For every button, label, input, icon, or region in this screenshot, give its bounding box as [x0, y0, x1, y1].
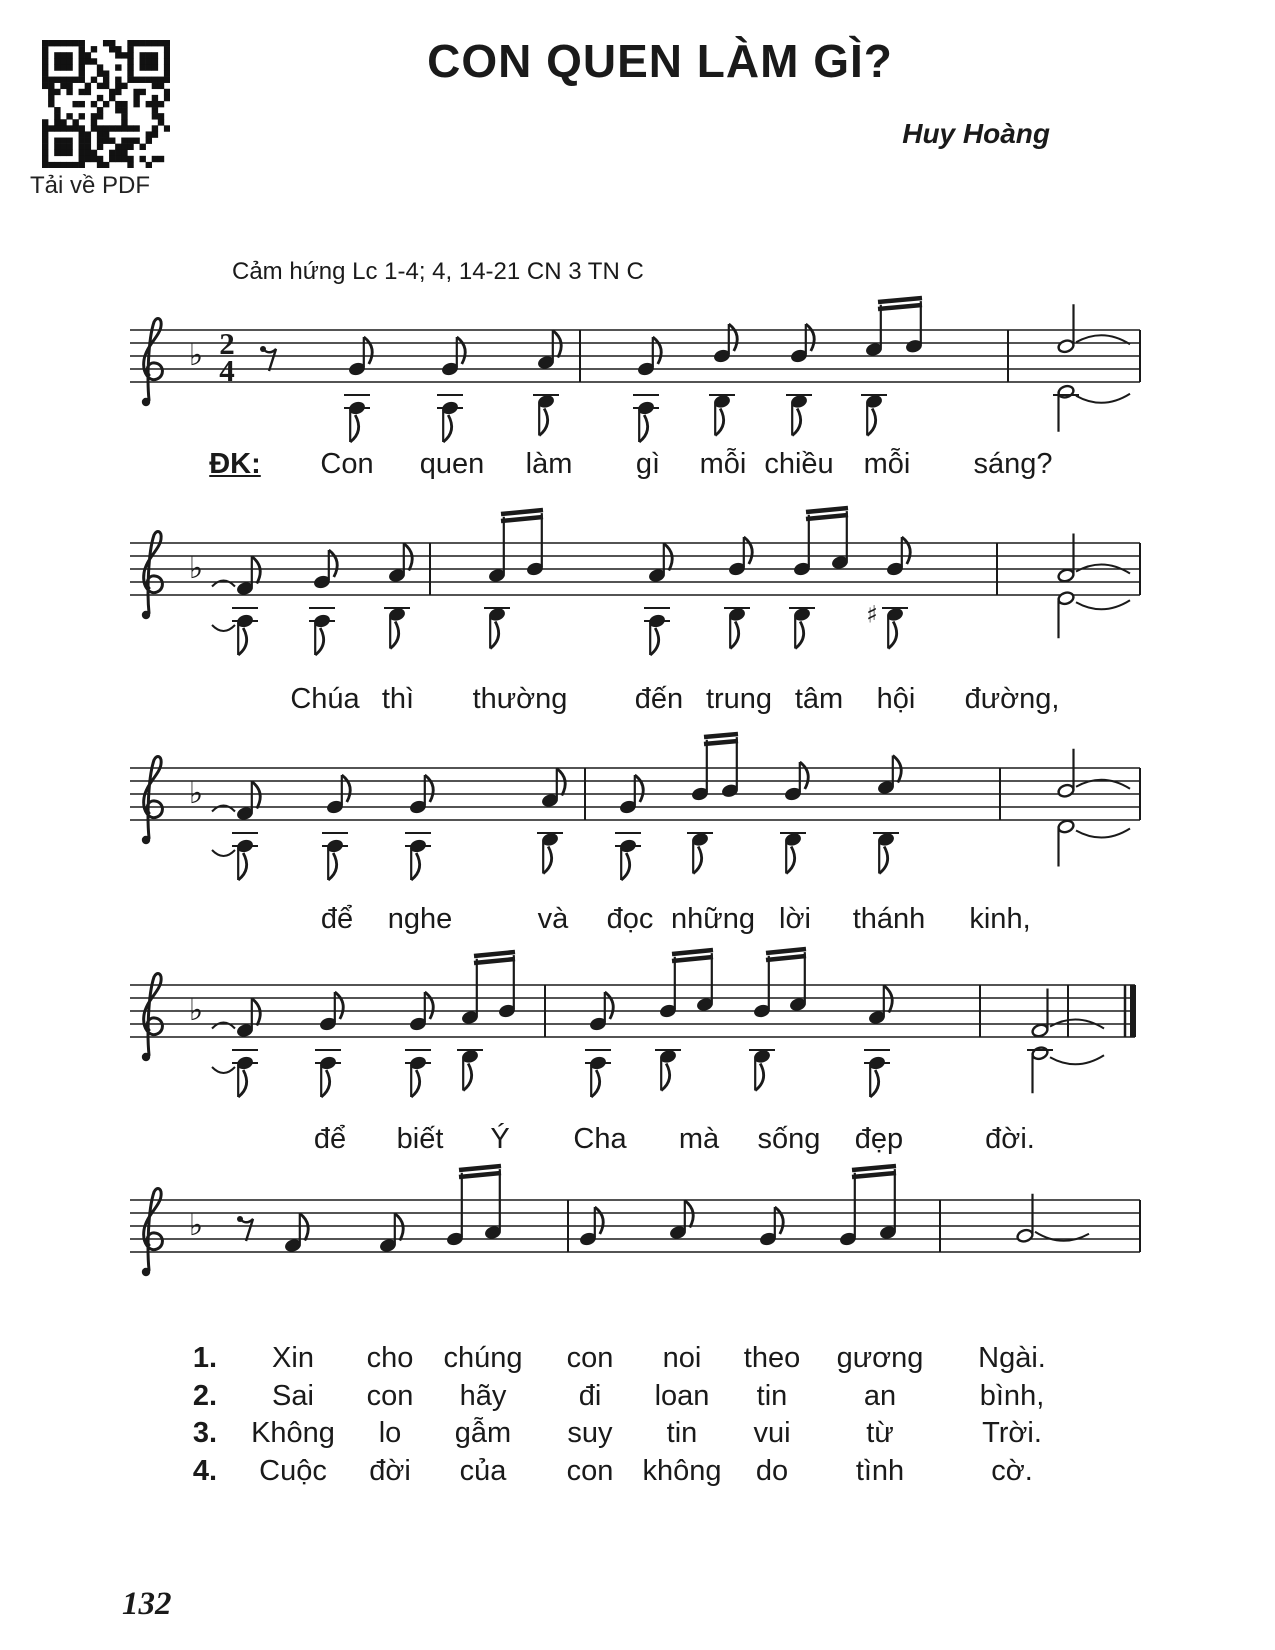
- verse-word: chúng: [443, 1342, 523, 1374]
- verse-word: an: [863, 1379, 897, 1412]
- verse-word: Xin: [272, 1342, 314, 1374]
- svg-text:♭: ♭: [188, 1208, 204, 1243]
- lyric-word: kinh,: [969, 903, 1031, 935]
- lyric-line-2: [0, 683, 1275, 725]
- lyric-word: đời.: [985, 1123, 1035, 1155]
- verse-word: cho: [366, 1342, 414, 1374]
- lyric-word: đường,: [964, 683, 1060, 715]
- verse-word: đời: [369, 1454, 411, 1487]
- verse-number: 4.: [192, 1454, 218, 1487]
- verse-word: cờ.: [991, 1454, 1033, 1487]
- lyric-word: tâm: [794, 683, 844, 715]
- lyric-word: chiều: [764, 448, 834, 480]
- verse-word: loan: [654, 1379, 710, 1412]
- svg-text:2: 2: [219, 326, 235, 361]
- page-number: 132: [122, 1586, 172, 1622]
- lyric-word: làm: [525, 448, 573, 480]
- verse-word: tin: [666, 1417, 698, 1449]
- page-title: CON QUEN LÀM GÌ?: [427, 35, 893, 87]
- lyric-word: nghe: [387, 903, 453, 935]
- svg-text:♭: ♭: [188, 776, 204, 811]
- lyric-word: quen: [419, 448, 485, 480]
- verse-word: vui: [753, 1417, 791, 1449]
- lyric-word: thì: [381, 683, 415, 715]
- svg-text:4: 4: [219, 353, 235, 388]
- lyric-word: sáng?: [973, 448, 1053, 480]
- svg-text:♭: ♭: [188, 551, 204, 586]
- verse-word: tin: [756, 1379, 788, 1412]
- refrain-label: ĐK:: [209, 448, 261, 480]
- lyric-line-1: [0, 448, 1275, 490]
- verse-word: Ngài.: [978, 1342, 1046, 1374]
- lyric-word: và: [537, 903, 569, 935]
- verse-row-2: [0, 1380, 1275, 1418]
- verse-word: gương: [836, 1342, 924, 1374]
- verse-word: theo: [743, 1342, 801, 1374]
- verse-word: gẫm: [454, 1417, 512, 1449]
- verse-word: do: [755, 1454, 789, 1487]
- verse-row-3: [0, 1417, 1275, 1455]
- lyric-word: những: [671, 903, 755, 935]
- lyric-word: đẹp: [854, 1123, 904, 1155]
- verse-word: Cuộc: [259, 1454, 327, 1487]
- verse-word: hãy: [459, 1379, 507, 1412]
- verse-word: lo: [378, 1417, 402, 1449]
- svg-text:♯: ♯: [866, 600, 878, 629]
- verse-word: Trời.: [982, 1417, 1042, 1449]
- verse-word: con: [366, 1379, 414, 1412]
- verse-number: 2.: [192, 1379, 218, 1412]
- lyric-word: mà: [678, 1123, 720, 1155]
- verse-word: con: [566, 1342, 614, 1374]
- svg-text:♭: ♭: [188, 993, 204, 1028]
- svg-text:♭: ♭: [188, 338, 204, 373]
- lyric-word: thánh: [852, 903, 926, 935]
- composer-name: Huy Hoàng: [902, 118, 1050, 149]
- lyric-word: để: [320, 903, 354, 935]
- verse-word: không: [642, 1454, 722, 1487]
- verse-word: noi: [662, 1342, 702, 1374]
- verse-word: Không: [251, 1417, 335, 1449]
- lyric-word: trung: [705, 683, 773, 715]
- verse-word: suy: [567, 1417, 613, 1449]
- lyric-word: hội: [876, 683, 916, 715]
- lyric-line-4: [0, 1123, 1275, 1165]
- verse-row-4: [0, 1455, 1275, 1493]
- lyric-word: đọc: [606, 903, 654, 935]
- lyric-word: thường: [472, 683, 568, 715]
- lyric-word: biết: [396, 1123, 444, 1155]
- lyric-word: mỗi: [863, 448, 911, 480]
- verse-word: Sai: [272, 1379, 314, 1412]
- verse-number: 1.: [192, 1342, 218, 1374]
- verse-row-1: [0, 1342, 1275, 1380]
- qr-label: Tải về PDF: [30, 172, 151, 199]
- lyric-word: sống: [757, 1123, 821, 1155]
- lyric-word: gì: [635, 448, 661, 480]
- verse-word: đi: [578, 1379, 602, 1412]
- lyric-word: Ý: [490, 1123, 510, 1155]
- lyric-word: Con: [320, 448, 374, 480]
- inscription-text: Cảm hứng Lc 1-4; 4, 14-21 CN 3 TN C: [232, 258, 644, 285]
- verse-word: con: [566, 1454, 614, 1487]
- lyric-word: mỗi: [699, 448, 747, 480]
- lyric-word: để: [313, 1123, 347, 1155]
- lyric-word: đến: [634, 683, 684, 715]
- lyric-word: Chúa: [290, 683, 360, 715]
- verse-word: bình,: [979, 1379, 1045, 1412]
- lyric-word: Cha: [573, 1123, 627, 1155]
- lyric-word: lời: [779, 903, 811, 935]
- lyric-line-3: [0, 903, 1275, 945]
- verse-number: 3.: [192, 1417, 218, 1449]
- verse-word: của: [459, 1454, 507, 1487]
- verse-word: từ: [866, 1417, 894, 1449]
- verse-word: tình: [855, 1454, 905, 1487]
